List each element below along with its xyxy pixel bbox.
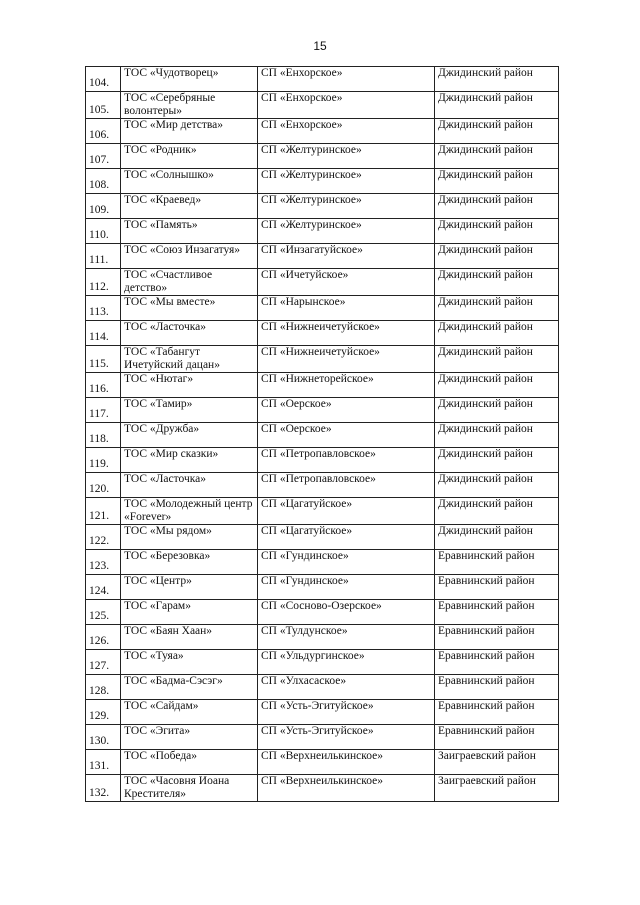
table-row [86, 498, 559, 525]
row-number: 126. [86, 625, 121, 650]
row-number: 114. [86, 321, 121, 346]
settlement-name: СП «Нижнеторейское» [258, 373, 435, 398]
tos-name: ТОС «Табангут Ичетуйский дацан» [121, 346, 258, 373]
settlement-name: СП «Енхорское» [258, 92, 435, 119]
tos-name: ТОС «Гарам» [121, 600, 258, 625]
tos-name: ТОС «Баян Хаан» [121, 625, 258, 650]
table-row [86, 269, 559, 296]
table-row [86, 625, 559, 650]
tos-name: ТОС «Нютаг» [121, 373, 258, 398]
settlement-name: СП «Цагатуйское» [258, 498, 435, 525]
row-number: 119. [86, 448, 121, 473]
row-number: 109. [86, 194, 121, 219]
settlement-name: СП «Оерское» [258, 423, 435, 448]
table-row [86, 750, 559, 775]
tos-name: ТОС «Часовня Иоана Крестителя» [121, 775, 258, 802]
district-name: Джидинский район [435, 498, 559, 525]
row-number: 117. [86, 398, 121, 423]
table-row [86, 775, 559, 802]
table-row [86, 448, 559, 473]
table-row [86, 194, 559, 219]
district-name: Еравнинский район [435, 625, 559, 650]
row-number: 127. [86, 650, 121, 675]
table-row [86, 219, 559, 244]
tos-name: ТОС «Эгита» [121, 725, 258, 750]
settlement-name: СП «Нарынское» [258, 296, 435, 321]
tos-name: ТОС «Молодежный центр «Forever» [121, 498, 258, 525]
settlement-name: СП «Енхорское» [258, 67, 435, 92]
tos-name: ТОС «Память» [121, 219, 258, 244]
row-number: 110. [86, 219, 121, 244]
row-number: 104. [86, 67, 121, 92]
district-name: Джидинский район [435, 398, 559, 423]
table-row [86, 119, 559, 144]
tos-name: ТОС «Березовка» [121, 550, 258, 575]
district-name: Джидинский район [435, 373, 559, 398]
tos-name: ТОС «Сайдам» [121, 700, 258, 725]
district-name: Еравнинский район [435, 575, 559, 600]
district-name: Джидинский район [435, 244, 559, 269]
row-number: 129. [86, 700, 121, 725]
district-name: Джидинский район [435, 448, 559, 473]
settlement-name: СП «Гундинское» [258, 575, 435, 600]
settlement-name: СП «Оерское» [258, 398, 435, 423]
row-number: 115. [86, 346, 121, 373]
settlement-name: СП «Петропавловское» [258, 448, 435, 473]
table-row [86, 398, 559, 423]
settlement-name: СП «Сосново-Озерское» [258, 600, 435, 625]
row-number: 121. [86, 498, 121, 525]
settlement-name: СП «Верхнеилькинское» [258, 750, 435, 775]
tos-name: ТОС «Ласточка» [121, 473, 258, 498]
row-number: 125. [86, 600, 121, 625]
settlement-name: СП «Петропавловское» [258, 473, 435, 498]
row-number: 112. [86, 269, 121, 296]
district-name: Джидинский район [435, 473, 559, 498]
district-name: Еравнинский район [435, 650, 559, 675]
tos-name: ТОС «Родник» [121, 144, 258, 169]
page-number: 15 [313, 39, 327, 53]
settlement-name: СП «Цагатуйское» [258, 525, 435, 550]
district-name: Джидинский район [435, 144, 559, 169]
district-name: Джидинский район [435, 219, 559, 244]
tos-name: ТОС «Ласточка» [121, 321, 258, 346]
tos-name: ТОС «Чудотворец» [121, 67, 258, 92]
table-row [86, 600, 559, 625]
row-number: 128. [86, 675, 121, 700]
settlement-name: СП «Улхасаское» [258, 675, 435, 700]
table-row [86, 346, 559, 373]
table-body [86, 67, 559, 802]
table-row [86, 169, 559, 194]
settlement-name: СП «Желтуринское» [258, 194, 435, 219]
settlement-name: СП «Усть-Эгитуйское» [258, 725, 435, 750]
row-number: 106. [86, 119, 121, 144]
row-number: 124. [86, 575, 121, 600]
table-row [86, 575, 559, 600]
table-row [86, 700, 559, 725]
row-number: 108. [86, 169, 121, 194]
table-row [86, 244, 559, 269]
district-name: Джидинский район [435, 525, 559, 550]
table-row [86, 373, 559, 398]
tos-name: ТОС «Бадма-Сэсэг» [121, 675, 258, 700]
table-row [86, 296, 559, 321]
tos-name: ТОС «Серебряные волонтеры» [121, 92, 258, 119]
district-name: Джидинский район [435, 423, 559, 448]
settlement-name: СП «Гундинское» [258, 550, 435, 575]
table-row [86, 473, 559, 498]
tos-name: ТОС «Победа» [121, 750, 258, 775]
district-name: Джидинский район [435, 321, 559, 346]
settlement-name: СП «Тулдунское» [258, 625, 435, 650]
tos-name: ТОС «Краевед» [121, 194, 258, 219]
settlement-name: СП «Ичетуйское» [258, 269, 435, 296]
row-number: 131. [86, 750, 121, 775]
district-name: Джидинский район [435, 92, 559, 119]
tos-name: ТОС «Мир сказки» [121, 448, 258, 473]
tos-name: ТОС «Дружба» [121, 423, 258, 448]
row-number: 116. [86, 373, 121, 398]
district-name: Еравнинский район [435, 550, 559, 575]
table-row [86, 92, 559, 119]
district-name: Джидинский район [435, 194, 559, 219]
tos-name: ТОС «Мы вместе» [121, 296, 258, 321]
settlement-name: СП «Инзагатуйское» [258, 244, 435, 269]
district-name: Еравнинский район [435, 725, 559, 750]
settlement-name: СП «Желтуринское» [258, 144, 435, 169]
district-name: Джидинский район [435, 296, 559, 321]
settlement-name: СП «Усть-Эгитуйское» [258, 700, 435, 725]
row-number: 111. [86, 244, 121, 269]
table-row [86, 423, 559, 448]
settlement-name: СП «Верхнеилькинское» [258, 775, 435, 802]
district-name: Джидинский район [435, 119, 559, 144]
row-number: 132. [86, 775, 121, 802]
district-name: Заиграевский район [435, 775, 559, 802]
table-row [86, 321, 559, 346]
tos-name: ТОС «Счастливое детство» [121, 269, 258, 296]
tos-name: ТОС «Мир детства» [121, 119, 258, 144]
district-name: Еравнинский район [435, 700, 559, 725]
district-name: Джидинский район [435, 169, 559, 194]
settlement-name: СП «Ульдургинское» [258, 650, 435, 675]
settlement-name: СП «Нижнеичетуйское» [258, 321, 435, 346]
tos-name: ТОС «Тамир» [121, 398, 258, 423]
settlement-name: СП «Енхорское» [258, 119, 435, 144]
row-number: 120. [86, 473, 121, 498]
tos-registry-table [85, 66, 559, 802]
district-name: Еравнинский район [435, 600, 559, 625]
tos-name: ТОС «Солнышко» [121, 169, 258, 194]
table-row [86, 650, 559, 675]
table-row [86, 675, 559, 700]
table-row [86, 525, 559, 550]
tos-name: ТОС «Центр» [121, 575, 258, 600]
table-row [86, 550, 559, 575]
row-number: 105. [86, 92, 121, 119]
row-number: 107. [86, 144, 121, 169]
tos-name: ТОС «Союз Инзагатуя» [121, 244, 258, 269]
district-name: Джидинский район [435, 346, 559, 373]
row-number: 118. [86, 423, 121, 448]
district-name: Заиграевский район [435, 750, 559, 775]
row-number: 130. [86, 725, 121, 750]
settlement-name: СП «Желтуринское» [258, 219, 435, 244]
table-row [86, 725, 559, 750]
settlement-name: СП «Желтуринское» [258, 169, 435, 194]
row-number: 113. [86, 296, 121, 321]
settlement-name: СП «Нижнеичетуйское» [258, 346, 435, 373]
row-number: 122. [86, 525, 121, 550]
district-name: Еравнинский район [435, 675, 559, 700]
tos-name: ТОС «Мы рядом» [121, 525, 258, 550]
row-number: 123. [86, 550, 121, 575]
district-name: Джидинский район [435, 269, 559, 296]
table-row [86, 144, 559, 169]
tos-name: ТОС «Туяа» [121, 650, 258, 675]
district-name: Джидинский район [435, 67, 559, 92]
table-row [86, 67, 559, 92]
